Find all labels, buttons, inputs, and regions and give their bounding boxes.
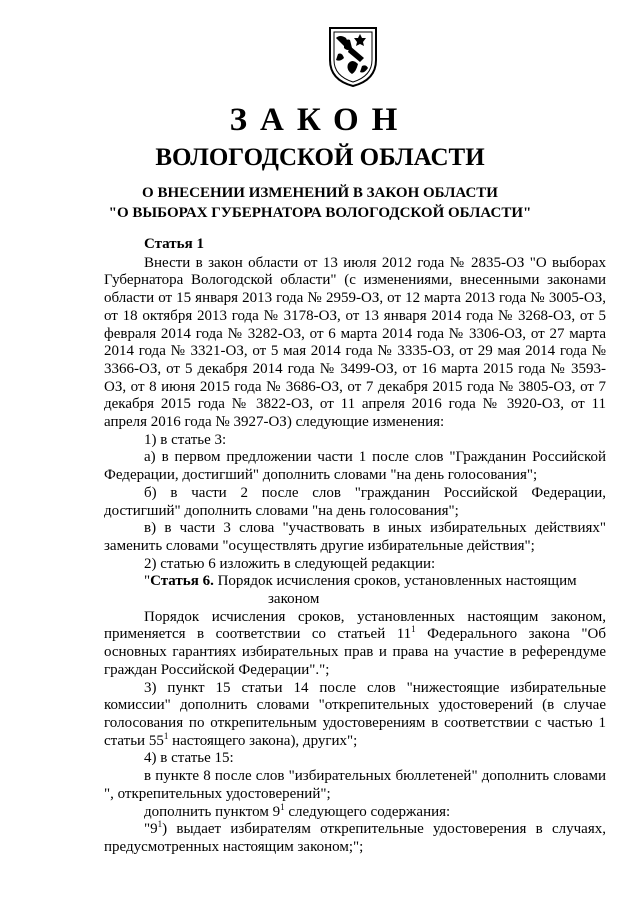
item-4: 4) в статье 15: xyxy=(144,750,234,767)
article-6-title-line-2: законом xyxy=(268,591,320,608)
law-body xyxy=(104,236,606,857)
item-4b xyxy=(104,801,606,822)
document-title: ЗАКОН xyxy=(229,102,411,138)
item-3-part-2: настоящего закона), других"; xyxy=(168,732,358,749)
item-4b-part-1: дополнить пунктом 9 xyxy=(144,803,281,820)
superscript: 1 xyxy=(411,624,416,635)
article-1-heading: Статья 1 xyxy=(144,236,204,252)
quote-mark: " xyxy=(144,573,151,590)
article-6-text-part-1: Порядок исчисления сроков, установленных настоящим законом, применяется в соответствии со статьей 11 xyxy=(104,608,606,643)
item-4c-part-2: ) выдает избирателям открепительные удостоверения в случаях, предусмотренных настоящим законом;"; xyxy=(104,821,606,855)
law-title xyxy=(0,183,640,223)
item-1: 1) в статье 3: xyxy=(144,431,227,448)
item-1c: в) в части 3 слова "участвовать в иных избирательных действиях" заменить словами "осуществлять другие избирательные действия"; xyxy=(104,520,606,554)
vologda-coat-of-arms-icon xyxy=(326,24,380,88)
item-2: 2) статью 6 изложить в следующей редакции: xyxy=(144,555,436,572)
article-6-title-line-1: Порядок исчисления сроков, установленных настоящим xyxy=(217,573,577,590)
law-title-line-1: О ВНЕСЕНИИ ИЗМЕНЕНИЙ В ЗАКОН ОБЛАСТИ xyxy=(142,185,498,201)
article-6-heading xyxy=(104,573,606,591)
law-title-line-2: "О ВЫБОРАХ ГУБЕРНАТОРА ВОЛОГОДСКОЙ ОБЛАСТИ" xyxy=(108,205,532,221)
item-4c xyxy=(104,821,606,856)
region-title: ВОЛОГОДСКОЙ ОБЛАСТИ xyxy=(155,144,485,171)
superscript: 1 xyxy=(163,730,169,741)
item-4c-part-1: "9 xyxy=(144,821,158,838)
article-1-intro: Внести в закон области от 13 июля 2012 года № 2835-ОЗ "О выборах Губернатора Вологодской области" (с изменениями, внесенными законами области от 15 января 2013 года № 2959-ОЗ, от 12 марта 2013 года № 3005-ОЗ, от 18 октября 2013 года № 3178-ОЗ, от 13 января 2014 года № 3268-ОЗ, от 5 февраля 2014 года № 3282-ОЗ, от 6 марта 2014 года № 3306-ОЗ, от 27 марта 2014 года № 3321-ОЗ, от 5 мая 2014 года № 3335-ОЗ, от 29 мая 2014 года № 3366-ОЗ, от 5 декабря 2014 года № 3499-ОЗ, от 16 марта 2015 года № 3593-ОЗ, от 8 июня 2015 года № 3686-ОЗ, от 7 декабря 2015 года № 3805-ОЗ, от 7 декабря 2015 года № 3822-ОЗ, от 11 апреля 2016 года № 3920-ОЗ, от 11 апреля 2016 года № 3927-ОЗ) следующие изменения: xyxy=(104,254,606,431)
item-1b: б) в части 2 после слов "гражданин Российской Федерации, достигший" дополнить словами "на день голосования"; xyxy=(104,484,606,519)
item-4b-part-2: следующего содержания: xyxy=(284,803,451,820)
item-4a: в пункте 8 после слов "избирательных бюллетеней" дополнить словами ", открепительных удостоверений"; xyxy=(104,768,606,802)
article-6-text xyxy=(104,609,606,680)
item-3 xyxy=(104,680,606,751)
article-6-text-part-2: Федерального закона "Об основных гарантиях избирательных прав и права на участие в референдуме граждан Российской Федерации"."; xyxy=(104,626,606,678)
superscript: 1 xyxy=(157,819,163,830)
superscript: 1 xyxy=(280,801,285,812)
item-3-part-1: 3) пункт 15 статьи 14 после слов "нижестоящие избирательные комиссии" дополнить словами "открепительных удостоверений (в случае голосования по открепительным удостоверениям в соответствии с частью 1 статьи 55 xyxy=(104,679,606,749)
item-1a: а) в первом предложении части 1 после слов "Гражданин Российской Федерации, достигший" дополнить словами "на день голосования"; xyxy=(104,449,606,484)
article-6-label: Статья 6. xyxy=(150,573,214,590)
